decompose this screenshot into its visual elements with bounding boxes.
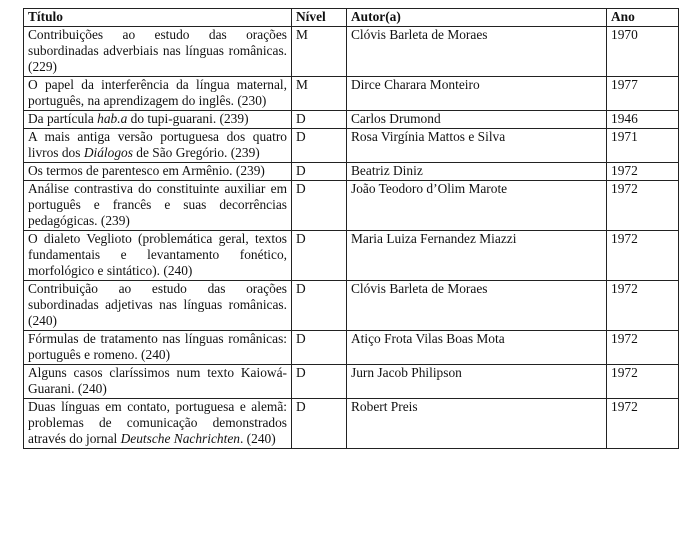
level-cell: D bbox=[292, 365, 347, 399]
level-cell: D bbox=[292, 111, 347, 129]
author-cell: Clóvis Barleta de Moraes bbox=[347, 27, 607, 77]
title-cell bbox=[24, 331, 292, 365]
title-text: Os termos de parentesco em Armênio. (239) bbox=[28, 163, 265, 178]
level-cell: D bbox=[292, 129, 347, 163]
title-text-end: . (240) bbox=[239, 431, 276, 446]
table-row bbox=[24, 399, 679, 449]
level-cell: D bbox=[292, 281, 347, 331]
title-italic-text: hab.a bbox=[97, 111, 128, 126]
author-cell: Jurn Jacob Philipson bbox=[347, 365, 607, 399]
title-text: Fórmulas de tratamento nas línguas românicas: português e romeno. (240) bbox=[28, 331, 287, 362]
header-title: Título bbox=[24, 9, 292, 27]
table-row bbox=[24, 27, 679, 77]
level-cell: D bbox=[292, 399, 347, 449]
level-cell: M bbox=[292, 27, 347, 77]
title-text: Análise contrastiva do constituinte auxiliar em português e francês e suas decorrências pedagógicas. (239) bbox=[28, 181, 287, 228]
title-cell bbox=[24, 399, 292, 449]
title-cell bbox=[24, 231, 292, 281]
author-cell: Rosa Virgínia Mattos e Silva bbox=[347, 129, 607, 163]
table-row bbox=[24, 181, 679, 231]
title-text: O dialeto Veglioto (problemática geral, textos fundamentais e levantamento fonético, morfológico e sintático). (240) bbox=[28, 231, 287, 278]
table-row bbox=[24, 365, 679, 399]
table-row bbox=[24, 129, 679, 163]
header-year: Ano bbox=[607, 9, 679, 27]
title-cell bbox=[24, 281, 292, 331]
title-text-end: de São Gregório. (239) bbox=[132, 145, 260, 160]
year-cell: 1946 bbox=[607, 111, 679, 129]
year-cell: 1972 bbox=[607, 281, 679, 331]
title-cell bbox=[24, 365, 292, 399]
thesis-table bbox=[23, 8, 679, 449]
year-cell: 1977 bbox=[607, 77, 679, 111]
header-author: Autor(a) bbox=[347, 9, 607, 27]
author-cell: João Teodoro d’Olim Marote bbox=[347, 181, 607, 231]
title-cell bbox=[24, 163, 292, 181]
author-cell: Beatriz Diniz bbox=[347, 163, 607, 181]
author-cell: Maria Luiza Fernandez Miazzi bbox=[347, 231, 607, 281]
title-text: Contribuição ao estudo das orações subordinadas adjetivas nas línguas românicas. (240) bbox=[28, 281, 287, 328]
header-level: Nível bbox=[292, 9, 347, 27]
year-cell: 1972 bbox=[607, 399, 679, 449]
table-row bbox=[24, 77, 679, 111]
table-row bbox=[24, 231, 679, 281]
table-row bbox=[24, 111, 679, 129]
year-cell: 1972 bbox=[607, 331, 679, 365]
year-cell: 1972 bbox=[607, 365, 679, 399]
title-cell bbox=[24, 181, 292, 231]
author-cell: Carlos Drumond bbox=[347, 111, 607, 129]
title-text: Duas línguas em contato, portuguesa e alemã: problemas de comunicação demonstrados através do jornal bbox=[28, 399, 287, 446]
title-text: Alguns casos claríssimos num texto Kaiowá-Guarani. (240) bbox=[28, 365, 287, 396]
title-cell bbox=[24, 77, 292, 111]
title-italic-text: Diálogos bbox=[83, 145, 133, 160]
author-cell: Atiço Frota Vilas Boas Mota bbox=[347, 331, 607, 365]
level-cell: D bbox=[292, 163, 347, 181]
header-row bbox=[24, 9, 679, 27]
level-cell: D bbox=[292, 331, 347, 365]
title-text: O papel da interferência da língua maternal, português, na aprendizagem do inglês. (230) bbox=[28, 77, 287, 108]
level-cell: M bbox=[292, 77, 347, 111]
level-cell: D bbox=[292, 231, 347, 281]
table-row bbox=[24, 163, 679, 181]
table-row bbox=[24, 281, 679, 331]
title-cell bbox=[24, 129, 292, 163]
year-cell: 1972 bbox=[607, 231, 679, 281]
author-cell: Robert Preis bbox=[347, 399, 607, 449]
title-text: A mais antiga versão portuguesa dos quatro livros dos bbox=[28, 129, 287, 160]
title-cell bbox=[24, 111, 292, 129]
year-cell: 1972 bbox=[607, 163, 679, 181]
author-cell: Dirce Charara Monteiro bbox=[347, 77, 607, 111]
title-text: Contribuições ao estudo das orações subordinadas adverbiais nas línguas românicas. (229) bbox=[28, 27, 287, 74]
title-text-end: do tupi-guarani. (239) bbox=[127, 111, 249, 126]
title-cell bbox=[24, 27, 292, 77]
year-cell: 1972 bbox=[607, 181, 679, 231]
level-cell: D bbox=[292, 181, 347, 231]
table-row bbox=[24, 331, 679, 365]
title-italic-text: Deutsche Nachrichten bbox=[120, 431, 240, 446]
year-cell: 1971 bbox=[607, 129, 679, 163]
title-text: Da partícula bbox=[28, 111, 98, 126]
author-cell: Clóvis Barleta de Moraes bbox=[347, 281, 607, 331]
year-cell: 1970 bbox=[607, 27, 679, 77]
